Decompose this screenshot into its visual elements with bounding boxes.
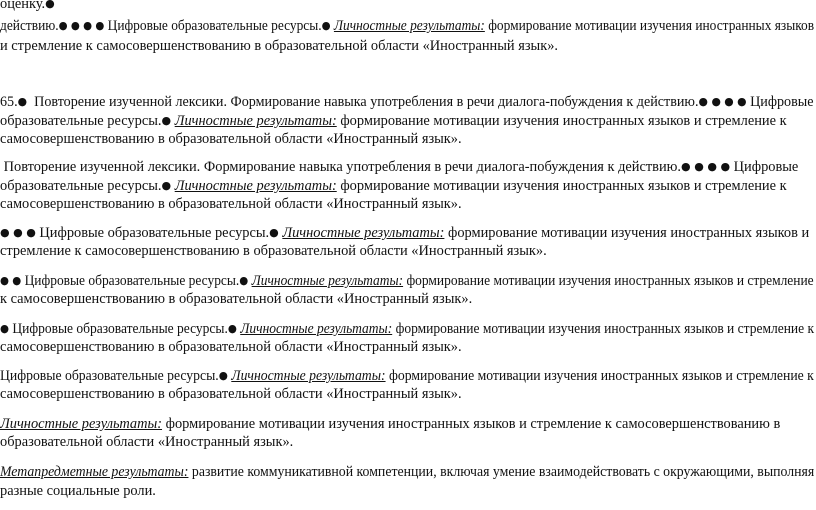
bullets-icon: ● ● — [0, 274, 22, 287]
text-fragment: самосовершенствованию в образовательной области «Иностранный язык». — [0, 196, 462, 212]
text-line-14 — [0, 320, 814, 338]
personal-results-label: Личностные результаты: — [174, 178, 337, 194]
digital-resources-label: Цифровые образовательные ресурсы. — [107, 18, 322, 34]
text-line-7 — [0, 158, 798, 176]
text-line-15 — [0, 338, 462, 356]
text-fragment: Цифровые — [733, 159, 799, 175]
personal-results-label: Личностные результаты: — [251, 273, 404, 289]
text-fragment: формирование мотивации изучения иностранных языков и стремление к — [388, 368, 814, 384]
text-fragment: разные социальные роли. — [0, 483, 156, 499]
bullet-icon: ● — [239, 274, 249, 287]
text-fragment: и стремление к самосовершенствованию в образовательной области «Иностранный язык». — [0, 38, 558, 54]
text-fragment: формирование мотивации изучения иностранных языков и стремление к — [395, 321, 815, 337]
bullet-icon: ● — [681, 160, 691, 173]
text-line-2 — [0, 17, 814, 35]
text-line-5 — [0, 112, 787, 130]
bullet-icon: ● — [161, 179, 172, 192]
digital-resources-label: Цифровые образовательные ресурсы. — [12, 321, 228, 337]
text-line-6 — [0, 130, 462, 148]
text-fragment: формирование мотивации изучения иностранных языков и стремление — [406, 273, 814, 289]
text-line-10 — [0, 224, 809, 242]
text-fragment: к самосовершенствованию в образовательной области «Иностранный язык». — [0, 291, 473, 307]
bullet-icon: ● — [58, 19, 68, 32]
text-fragment: формирование мотивации изучения иностранных языков — [488, 18, 815, 34]
bullet-icon: ● — [0, 322, 10, 335]
text-line-4 — [0, 93, 814, 111]
text-line-9 — [0, 195, 462, 213]
personal-results-label: Личностные результаты: — [231, 368, 386, 384]
text-fragment: стремление к самосовершенствованию в образовательной области «Иностранный язык». — [0, 243, 547, 259]
bullet-icon: ● — [321, 19, 331, 32]
text-fragment: самосовершенствованию в образовательной области «Иностранный язык». — [0, 386, 462, 402]
text-line-18 — [0, 415, 780, 433]
text-fragment: самосовершенствованию в образовательной области «Иностранный язык». — [0, 339, 462, 355]
bullet-icon: ● — [161, 114, 172, 127]
personal-results-label: Личностные результаты: — [282, 225, 445, 241]
personal-results-label: Личностные результаты: — [0, 416, 163, 432]
text-line-8 — [0, 177, 787, 195]
lesson-topic: Повторение изученной лексики. Формирование навыка употребления в речи диалога-побуждения к действию. — [3, 159, 682, 175]
text-line-11 — [0, 242, 547, 260]
bullet-icon: ● — [218, 369, 228, 382]
bullets-icon: ● ● ● — [0, 226, 36, 239]
text-fragment: формирование мотивации изучения иностранных языков и — [448, 225, 810, 241]
text-fragment: образовательные ресурсы. — [0, 113, 162, 129]
personal-results-label: Личностные результаты: — [174, 113, 337, 129]
text-fragment: формирование мотивации изучения иностранных языков и стремление к — [340, 113, 787, 129]
text-fragment: формирование мотивации изучения иностранных языков и стремление к самосовершенствованию в — [165, 416, 781, 432]
text-line-20 — [0, 463, 814, 481]
lesson-topic: Повторение изученной лексики. Формирование навыка употребления в речи диалога-побуждения к действию. — [34, 94, 699, 110]
text-line-21 — [0, 482, 156, 500]
text-fragment: действию. — [0, 18, 59, 34]
text-line-19 — [0, 433, 293, 451]
text-line-1 — [0, 0, 55, 13]
bullets-icon: ● ● ● — [694, 160, 731, 173]
bullet-icon: ● — [227, 322, 237, 335]
text-line-16 — [0, 367, 814, 385]
digital-resources-label: Цифровые образовательные ресурсы. — [24, 273, 240, 289]
text-line-17 — [0, 385, 462, 403]
text-fragment: самосовершенствованию в образовательной области «Иностранный язык». — [0, 131, 462, 147]
personal-results-label: Личностные результаты: — [240, 321, 393, 337]
text-fragment: развитие коммуникативной компетенции, включая умение взаимодействовать с окружающими, выполняя — [191, 464, 815, 480]
personal-results-label: Личностные результаты: — [333, 18, 485, 34]
bullet-icon: ● — [45, 0, 55, 10]
text-line-12 — [0, 272, 814, 290]
digital-resources-label: Цифровые образовательные ресурсы. — [0, 368, 219, 384]
bullet-icon: ● — [17, 95, 28, 108]
text-fragment: Цифровые — [750, 94, 814, 110]
item-number: 65. — [0, 94, 18, 110]
text-fragment: оценку. — [0, 0, 46, 12]
digital-resources-label: Цифровые образовательные ресурсы. — [39, 225, 270, 241]
text-line-13 — [0, 290, 472, 308]
text-fragment: формирование мотивации изучения иностранных языков и стремление к — [340, 178, 787, 194]
text-fragment: образовательной области «Иностранный язык». — [0, 434, 294, 450]
text-line-3 — [0, 37, 558, 55]
bullet-icon: ● — [698, 95, 708, 108]
bullets-icon: ● ● ● — [711, 95, 747, 108]
bullet-icon: ● — [269, 226, 279, 239]
bullets-icon: ● ● ● — [70, 19, 105, 32]
meta-results-label: Метапредметные результаты: — [0, 464, 189, 480]
text-fragment: образовательные ресурсы. — [0, 178, 162, 194]
